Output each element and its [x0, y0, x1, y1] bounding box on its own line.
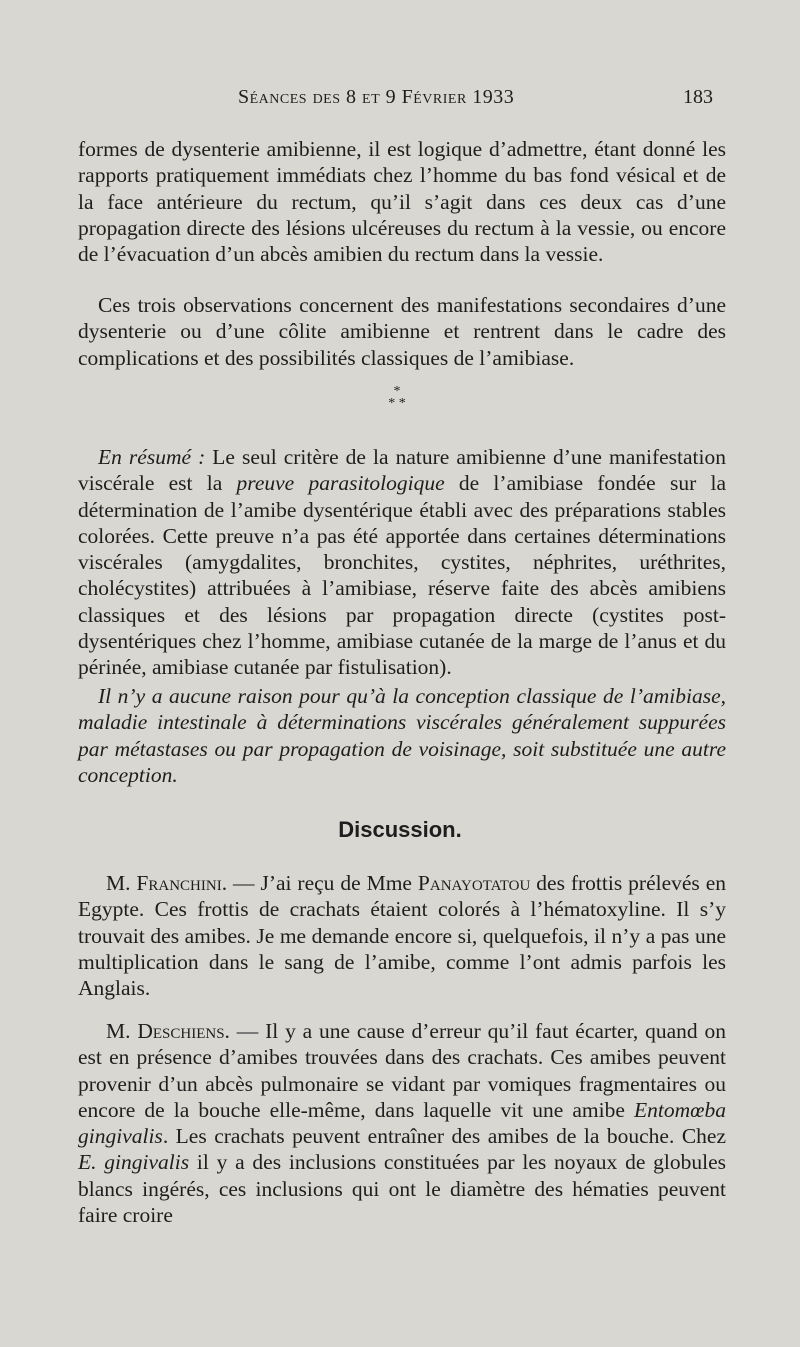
speaker-franchini: M. Franchini. [106, 871, 228, 895]
deschiens-text-b: . Les crachats peuvent entraîner des amibes de la bouche. Chez [162, 1124, 726, 1149]
paragraph-summary [78, 444, 726, 681]
person-name: Panayotatou [417, 871, 531, 895]
franchini-text-b: des frottis prélevés en Egypte. Ces frottis de crachats étaient colorés à l’hématoxyline. Il s’y trouvait des amibes. Je me demande encore si, quelquefois, il n’y a pas une multiplication dans le sang de l’amibe, comme l’ont admis parfois les Anglais. [78, 871, 727, 1001]
page-number: 183 [683, 86, 713, 108]
paragraph-observations: Ces trois observations concernent des manifestations secondaires d’une dysenterie ou d’une côlite amibienne et rentrent dans le cadre des complications et des possibilités classiques de l’amibiase. [78, 293, 726, 370]
section-separator [382, 386, 412, 410]
paragraph-continuation: formes de dysenterie amibienne, il est logique d’admettre, étant donné les rapports pratiquement immédiats chez l’homme du bas fond vésical et de la face antérieure du rectum, qu’il s’agit dans ces deux cas d’une propagation directe des lésions ulcéreuses du rectum à la vessie, ou encore de l’évacuation d’un abcès amibien du rectum dans la vessie. [78, 137, 726, 267]
paragraph-deschiens [78, 1018, 726, 1228]
summary-text-b: de l’amibiase fondée sur la détermination de l’amibe dysentérique établi avec des préparations stables colorées. Cette preuve n’a pas été apportée dans certaines déterminations viscérales (amygdalites, bronchites, cystites, néphrites, uréthrites, cholécystites) attribuées à l’amibiase, réserve faite des abcès amibiens classiques et des lésions par propagation directe (cystites post-dysentériques chez l’homme, amibiase cutanée de la marge de l’anus et du périnée, amibiase cutanée par fistulisation). [78, 471, 727, 680]
paragraph-conclusion: Il n’y a aucune raison pour qu’à la conception classique de l’amibiase, maladie intestinale à déterminations viscérales généralement suppurées par métastases ou par propagation de voisinage, soit substituée une autre conception. [78, 684, 726, 787]
speaker-deschiens: M. Deschiens. [106, 1019, 230, 1043]
discussion-heading: Discussion. [338, 817, 462, 842]
deschiens-text-a: — Il y a une cause d’erreur qu’il faut écarter, quand on est en présence d’amibes trouvées dans des crachats. Ces amibes peuvent provenir d’un abcès pulmonaire se vidant par vomiques fragmentaires ou encore de la bouche elle-même, dans laquelle vit une amibe [78, 1019, 726, 1122]
running-header: Séances des 8 et 9 Février 1933 [238, 86, 515, 108]
summary-lead: En résumé : [98, 445, 206, 469]
paragraph-franchini [78, 870, 726, 1001]
summary-text-a: Le seul critère de la nature amibienne d’une manifestation viscérale est la [78, 445, 726, 496]
species-name-short: E. gingivalis [78, 1150, 190, 1175]
franchini-text-a: — J’ai reçu de Mme [227, 871, 418, 895]
separator-bottom-stars: * * [388, 396, 406, 411]
deschiens-text-c: il y a des inclusions constituées par les noyaux de globules blancs ingérés, ces inclusions qui ont le diamètre des hématies peuvent faire croire [78, 1150, 727, 1228]
summary-emphasis: preuve parasitologique [236, 471, 445, 496]
separator-top-star: * [393, 384, 401, 399]
species-name: Entomœba gingivalis [78, 1097, 726, 1149]
